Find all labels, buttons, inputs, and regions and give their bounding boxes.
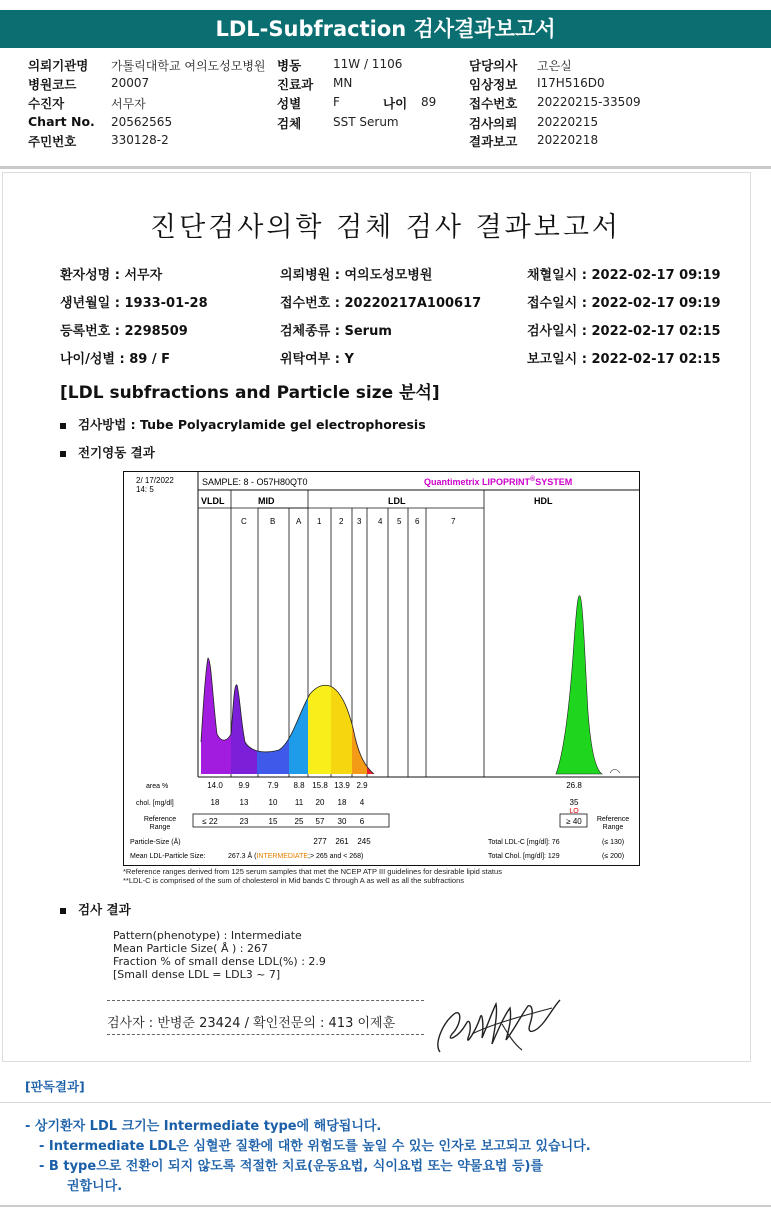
result-title: 검사 결과: [78, 902, 131, 917]
info-label: 수진자: [28, 96, 65, 111]
lp-ref-val: 30: [337, 817, 347, 826]
lp-total-ldl: Total LDL-C [mg/dl]: 76: [488, 839, 560, 846]
bullet-icon: [60, 451, 66, 457]
lp-ref-label: Reference: [143, 816, 177, 823]
reg-no: 등록번호 : 2298509: [60, 324, 188, 339]
info-value: 고은실: [537, 59, 572, 73]
lp-hdl-flag: LO: [569, 808, 579, 815]
lp-group-mid: MID: [258, 496, 275, 506]
lp-area-val: 8.8: [293, 781, 305, 790]
verdict-title: [판독결과]: [25, 1079, 85, 1094]
lp-psize-val: 245: [357, 837, 371, 846]
hospital: 의뢰병원 : 여의도성모병원: [280, 268, 433, 283]
divider: [0, 1102, 771, 1103]
bullet-icon: [60, 908, 66, 914]
lp-sample: SAMPLE: 8 - O57H80QT0: [202, 477, 308, 487]
info-label: 접수번호: [469, 96, 518, 111]
lp-chol-val: 20: [315, 798, 325, 807]
lp-ref-label: Range: [149, 824, 171, 831]
verdict-line: - 상기환자 LDL 크기는 Intermediate type에 해당됩니다.: [25, 1119, 382, 1134]
bullet-icon: [60, 423, 66, 429]
info-label: 병원코드: [28, 77, 77, 92]
lp-chol-val: 10: [268, 798, 278, 807]
info-value: I17H516D0: [537, 76, 605, 90]
info-label: Chart No.: [28, 114, 95, 129]
lipoprint-chart: [123, 471, 640, 866]
patient-name: 환자성명 : 서무자: [60, 268, 163, 283]
lp-ref-val: ≥ 40: [566, 817, 582, 826]
lp-ref-val: 23: [239, 817, 249, 826]
lp-footnotes: [123, 867, 502, 885]
lp-area-val: 15.8: [312, 781, 328, 790]
receipt-no: 접수번호 : 20220217A100617: [280, 296, 482, 311]
lp-band-a: A: [296, 517, 302, 526]
lp-ref-val: 15: [268, 817, 278, 826]
lp-area-val: 14.0: [207, 781, 223, 790]
lp-mean-value: 267.3 Å (INTERMEDIATE;> 265 and < 268): [228, 853, 364, 860]
lp-area-val: 9.9: [238, 781, 250, 790]
lp-area-val: 2.9: [356, 781, 368, 790]
lp-band-1: 1: [317, 517, 322, 526]
info-value: 20562565: [111, 115, 173, 129]
lp-chol-val: 11: [294, 798, 304, 807]
info-value: 20220215: [537, 115, 599, 129]
info-value: F: [333, 95, 340, 109]
lp-area-hdl: [556, 596, 602, 774]
info-label: 병동: [277, 58, 302, 73]
lp-ref-right: Range: [602, 824, 624, 831]
info-label: 검체: [277, 116, 302, 131]
lp-psize-label: Particle-Size (Å): [130, 839, 181, 846]
lp-ref-val: 25: [294, 817, 304, 826]
lp-band-5: 5: [397, 517, 402, 526]
result-fraction: Fraction % of small dense LDL(%) : 2.9: [113, 955, 326, 968]
result-pattern: Pattern(phenotype) : Intermediate: [113, 929, 302, 942]
lp-band-b: B: [270, 517, 276, 526]
receipt-time: 접수일시 : 2022-02-17 09:19: [527, 296, 721, 311]
lp-total-ldl-ref: (≤ 130): [602, 839, 625, 846]
lp-band-c: C: [241, 517, 247, 526]
specimen-type: 검체종류 : Serum: [280, 324, 392, 339]
info-label: 주민번호: [28, 134, 77, 149]
result-mean-size: Mean Particle Size( Å ) : 267: [113, 942, 268, 955]
lp-mean-label: Mean LDL-Particle Size:: [130, 853, 206, 860]
lp-area-val: 7.9: [267, 781, 279, 790]
lp-date: 2/ 17/2022: [136, 476, 174, 485]
info-value: 서무자: [111, 97, 146, 111]
report-title: 진단검사의학 검체 검사 결과보고서: [150, 212, 621, 243]
info-value: 89: [421, 95, 437, 109]
divider: [0, 1205, 771, 1207]
lp-chol-val: 18: [210, 798, 220, 807]
verdict-line: 권합니다.: [67, 1179, 123, 1194]
lp-chol-val: 4: [359, 798, 365, 807]
lp-psize-val: 277: [313, 837, 327, 846]
lp-group-vldl: VLDL: [201, 496, 225, 506]
result-definition: [Small dense LDL = LDL3 ~ 7]: [113, 968, 281, 981]
lp-area-val: 13.9: [334, 781, 350, 790]
section-title: [LDL subfractions and Particle size 분석]: [60, 383, 440, 403]
info-value: 20220218: [537, 133, 599, 147]
signature-image: [432, 994, 562, 1058]
info-label: 검사의뢰: [469, 116, 518, 131]
info-label: 임상정보: [469, 77, 518, 92]
info-value: 330128-2: [111, 133, 169, 147]
age-sex: 나이/성별 : 89 / F: [60, 352, 171, 367]
info-label: 의뢰기관명: [28, 58, 89, 73]
info-value: MN: [333, 76, 353, 90]
info-value: 20220215-33509: [537, 95, 641, 109]
info-label: 성별: [277, 96, 302, 111]
lp-band-4: 4: [378, 517, 383, 526]
verdict-line: - B type으로 전환이 되지 않도록 적절한 치료(운동요법, 식이요법 또는 약물요법 등)를: [39, 1159, 544, 1174]
birth-date: 생년월일 : 1933-01-28: [60, 296, 208, 311]
draw-time: 채혈일시 : 2022-02-17 09:19: [527, 268, 721, 283]
electro-title: 전기영동 결과: [78, 445, 155, 460]
method-line: [60, 415, 426, 433]
result-line: [60, 900, 131, 918]
info-label: 진료과: [277, 77, 314, 92]
test-time: 검사일시 : 2022-02-17 02:15: [527, 324, 721, 339]
info-label: 나이: [383, 96, 408, 111]
divider: [0, 166, 771, 169]
request-info: [0, 54, 771, 166]
divider: [107, 1034, 424, 1035]
lp-row-chol-label: chol. [mg/dl]: [136, 800, 174, 807]
method-text: 검사방법 : Tube Polyacrylamide gel electrophoresis: [78, 417, 426, 432]
lp-group-ldl: LDL: [388, 496, 406, 506]
lp-band-3: 3: [357, 517, 362, 526]
lp-small-peak: [610, 769, 620, 773]
lp-footnote: **LDL-C is comprised of the sum of cholesterol in Mid bands C through A as well as all the subfractions: [123, 876, 465, 885]
info-value: SST Serum: [333, 115, 399, 129]
lp-group-hdl: HDL: [534, 496, 553, 506]
lp-ref-right: Reference: [596, 816, 630, 823]
lipoprint-svg: [124, 472, 639, 865]
lp-chol-val: 13: [239, 798, 249, 807]
divider: [107, 1000, 424, 1001]
lp-psize-val: 261: [335, 837, 349, 846]
lp-footnote: *Reference ranges derived from 125 serum samples that met the NCEP ATP III guidelines for desirable lipid status: [123, 867, 502, 876]
lp-band-2: 2: [339, 517, 344, 526]
lp-band-6: 6: [415, 517, 420, 526]
lp-area-val: 26.8: [566, 781, 582, 790]
info-value: 가톨릭대학교 여의도성모병원: [111, 59, 266, 73]
report-time: 보고일시 : 2022-02-17 02:15: [527, 352, 721, 367]
lp-total-chol: Total Chol. [mg/dl]: 129: [488, 853, 560, 860]
lp-chol-val: 18: [337, 798, 347, 807]
lp-total-chol-ref: (≤ 200): [602, 853, 625, 860]
info-label: 결과보고: [469, 134, 518, 149]
lp-brand: Quantimetrix LIPOPRINT®SYSTEM: [424, 476, 573, 487]
lp-band-dividers: [231, 490, 484, 777]
electro-line: [60, 443, 155, 461]
lp-ref-val: 6: [359, 817, 365, 826]
info-label: 담당의사: [469, 58, 518, 73]
lp-ref-val: ≤ 22: [202, 817, 218, 826]
lp-row-area-label: area %: [146, 783, 169, 790]
signatory-line: 검사자 : 반병준 23424 / 확인전문의 : 413 이제훈: [107, 1016, 396, 1031]
lp-chol-val: 35: [569, 798, 579, 807]
lp-time: 14: 5: [136, 485, 154, 494]
lp-ref-val: 57: [315, 817, 325, 826]
outsource: 위탁여부 : Y: [280, 352, 354, 367]
info-value: 11W / 1106: [333, 57, 403, 71]
lp-band-7: 7: [451, 517, 456, 526]
report-header: LDL-Subfraction 검사결과보고서: [0, 10, 771, 48]
info-value: 20007: [111, 76, 150, 90]
verdict-line: - Intermediate LDL은 심혈관 질환에 대한 위험도를 높일 수 있는 인자로 보고되고 있습니다.: [39, 1139, 591, 1154]
